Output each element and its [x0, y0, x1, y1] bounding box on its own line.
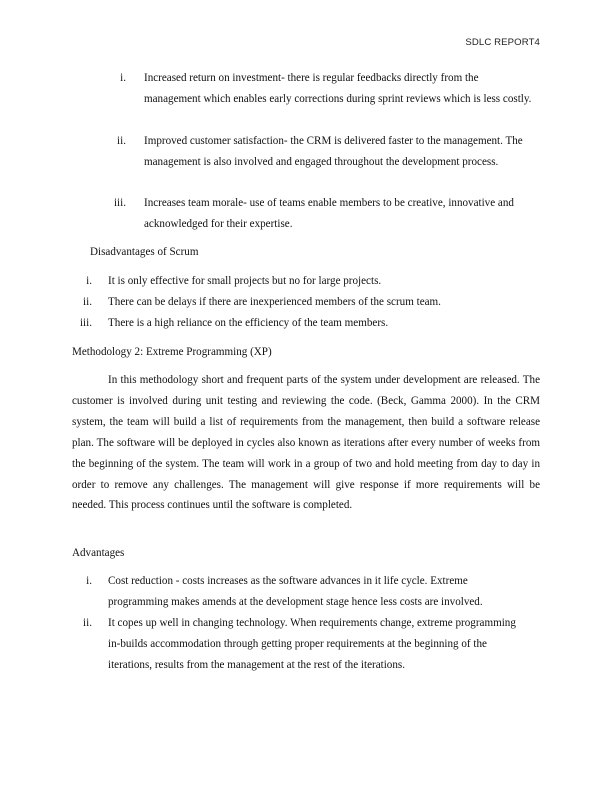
list-item-number: iii. [79, 316, 92, 329]
list-item [0, 68, 612, 131]
advantages-heading: Advantages [72, 547, 125, 559]
disadvantages-heading: Disadvantages of Scrum [90, 246, 199, 258]
list-item-text: Increases team morale- use of teams enable members to be creative, innovative and acknowledged for their expertise. [144, 197, 514, 231]
list-item-text: It copes up well in changing technology. When requirements change, extreme programming in-builds accommodation through getting proper requirements at the beginning of the iterations, results from the management at the rest of the iterations. [108, 616, 516, 671]
list-item-text: It is only effective for small projects but no for large projects. [108, 275, 382, 287]
list-item [0, 193, 612, 235]
list-item [0, 613, 612, 676]
xp-paragraph-text: In this methodology short and frequent parts of the system under development are released. The customer is involved during unit testing and reviewing the code. (Beck, Gamma 2000). In the CRM system, the team will build a list of requirements from the management, then build a software release plan. The software will be deployed in cycles also known as iterations after every number of weeks from the beginning of the system. The team will work in a group of two and hold meeting from day to day in order to remove any challenges. The management will give response if more requirements will be needed. This process continues until the software is completed. [72, 374, 540, 512]
list-item-number: i. [86, 575, 92, 587]
list-item-number: ii. [117, 134, 126, 147]
list-item-text: There can be delays if there are inexperienced members of the scrum team. [108, 295, 441, 308]
list-item [0, 313, 612, 334]
list-item-text: There is a high reliance on the efficiency of the team members. [108, 316, 389, 329]
scrum-advantages-list [0, 68, 612, 235]
list-item-text: Increased return on investment- there is regular feedbacks directly from the management which enables early corrections during sprint reviews which is less costly. [144, 72, 532, 105]
xp-advantages-list [0, 571, 612, 675]
running-header: SDLC REPORT4 [465, 37, 540, 48]
list-item [0, 292, 612, 313]
list-item-number: iii. [113, 197, 126, 210]
xp-paragraph [72, 370, 540, 516]
list-item-number: ii. [83, 295, 92, 308]
xp-heading: Methodology 2: Extreme Programming (XP) [72, 346, 272, 358]
list-item [0, 271, 612, 292]
list-item-number: i. [120, 72, 126, 84]
list-item [0, 131, 612, 194]
list-item-number: i. [86, 275, 92, 287]
list-item [0, 571, 612, 613]
scrum-disadvantages-list [0, 271, 612, 334]
list-item-number: ii. [83, 616, 92, 629]
list-item-text: Cost reduction - costs increases as the software advances in it life cycle. Extreme programming makes amends at the development stage hence less costs are involved. [108, 575, 483, 608]
list-item-text: Improved customer satisfaction- the CRM is delivered faster to the management. The management is also involved and engaged throughout the development process. [144, 134, 523, 168]
